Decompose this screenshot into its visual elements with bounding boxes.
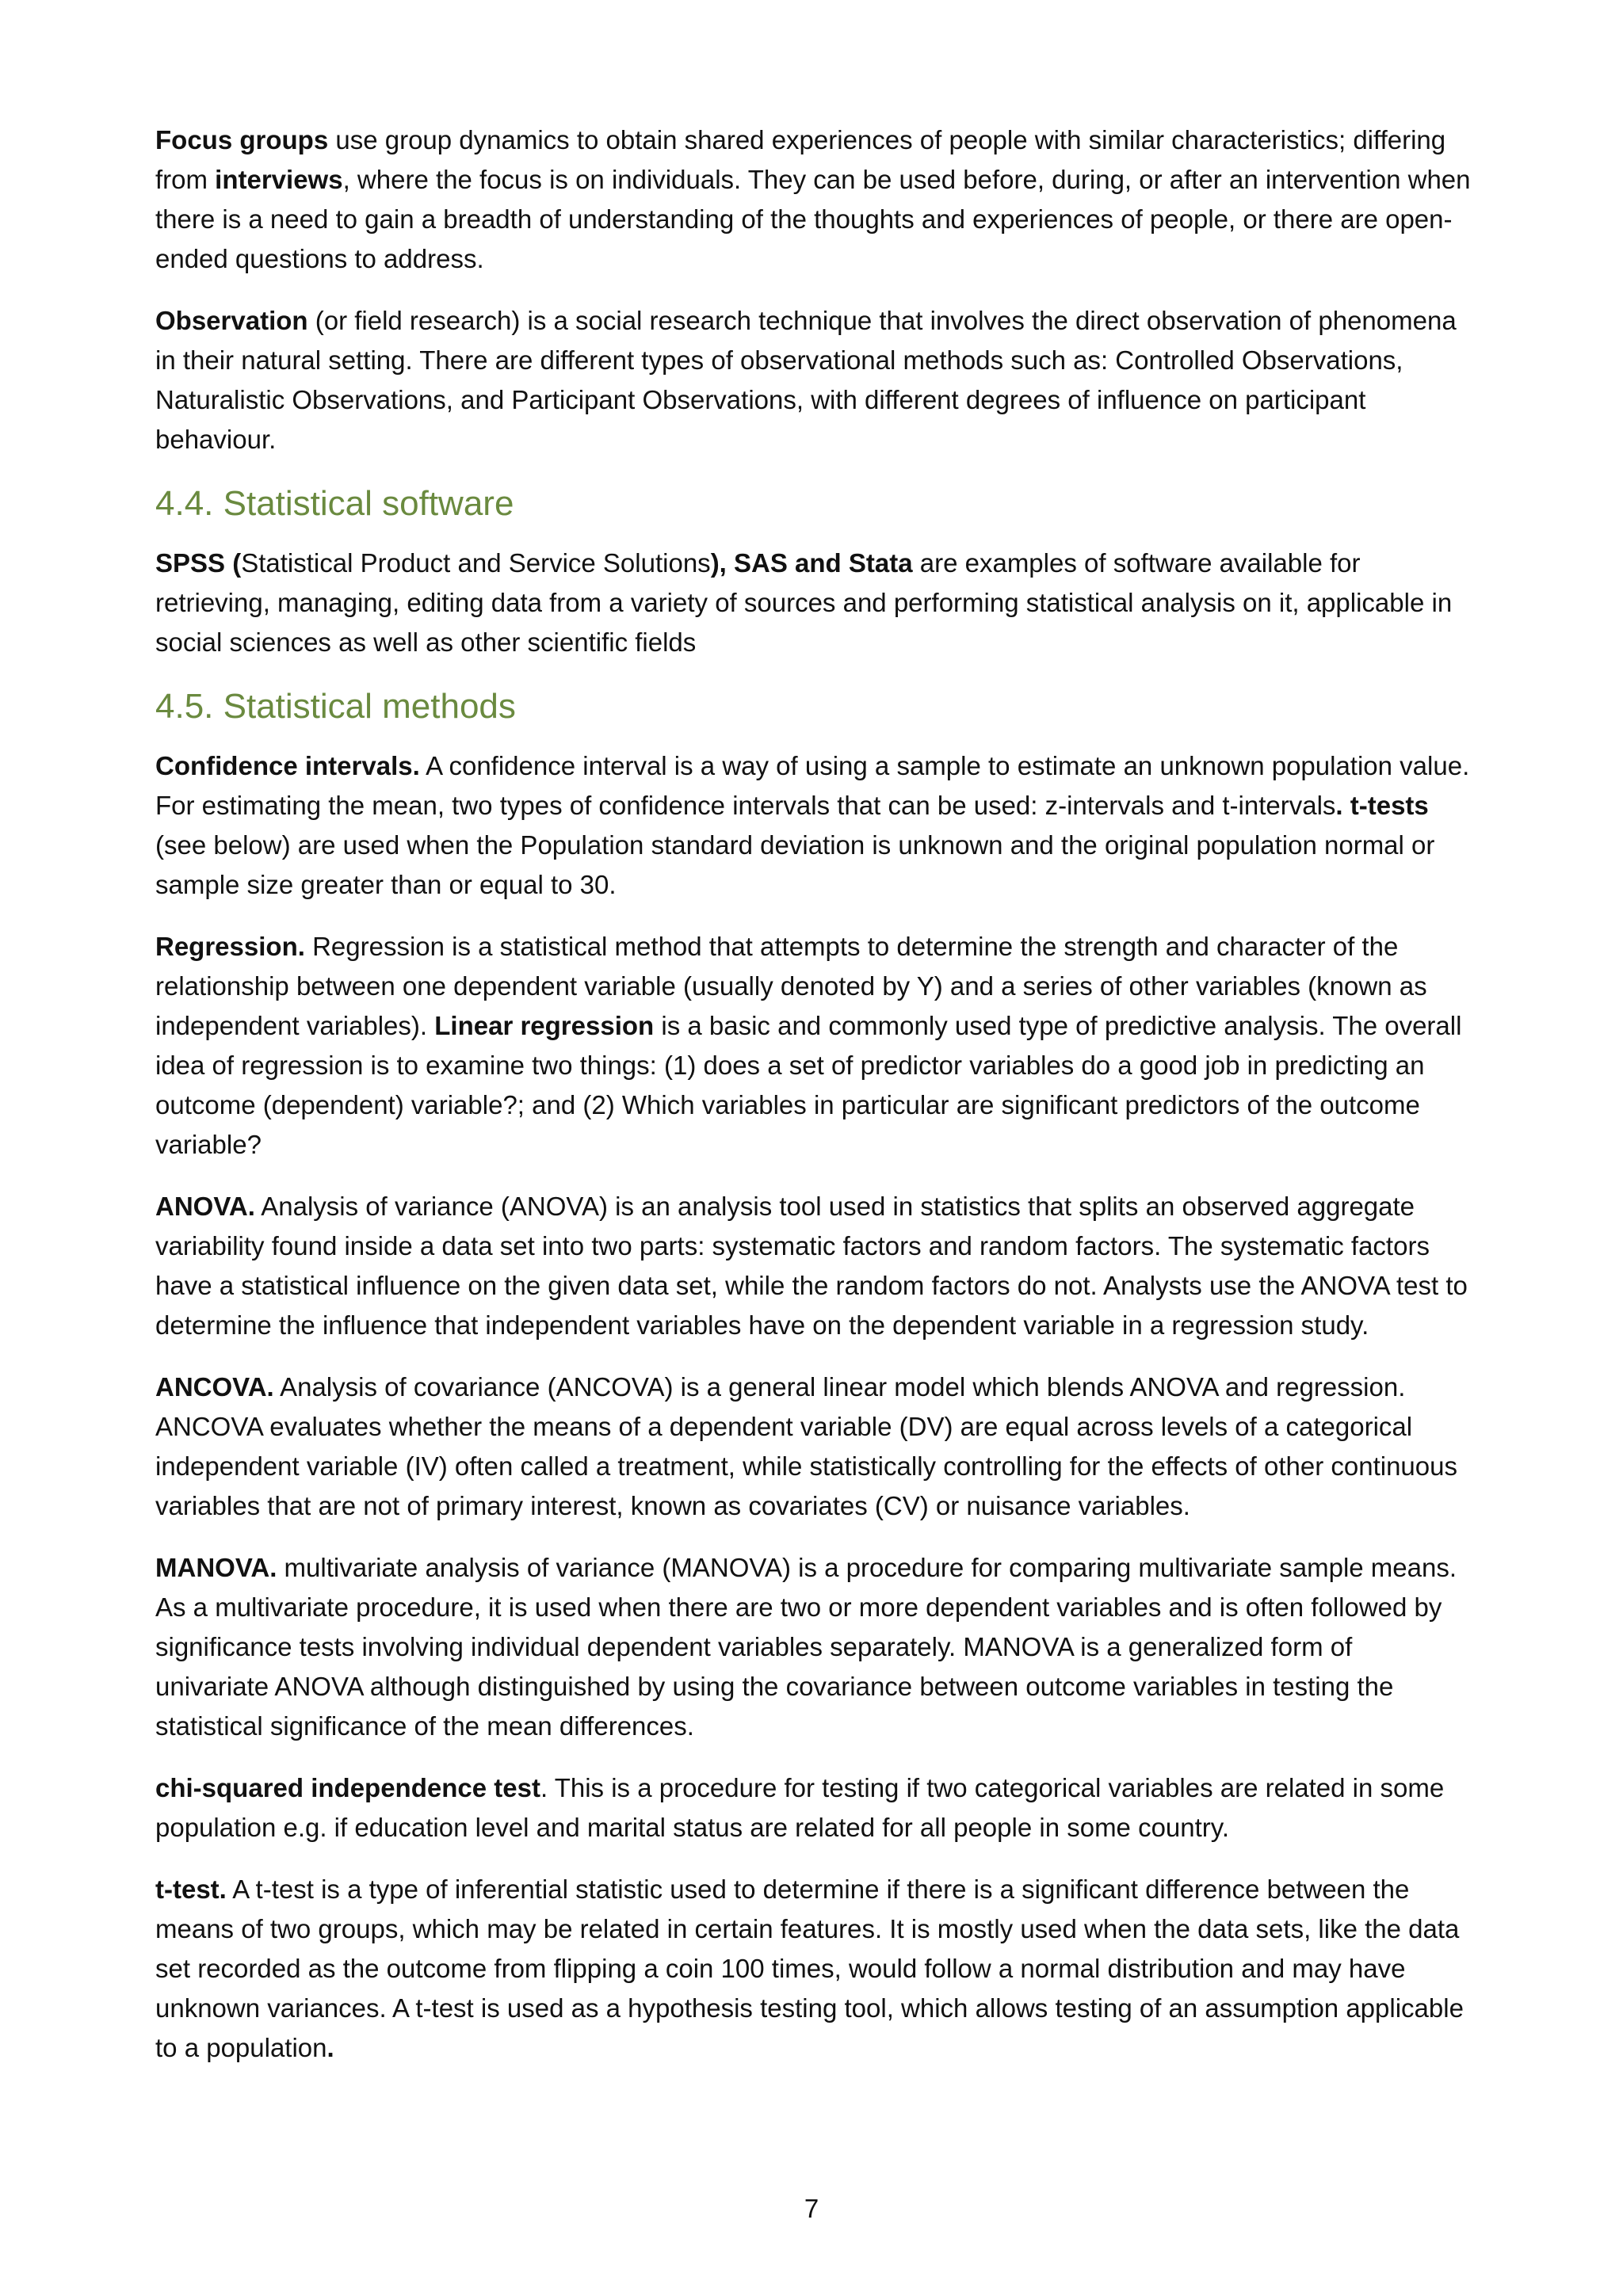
paragraph-focus-groups <box>155 120 1471 279</box>
observation-text: (or field research) is a social research technique that involves the direct observation of phenomena in their natural setting. There are different types of observational methods such as: Controlled Observations, Naturalistic Observations, and Participant Observations, with different degrees of influence on participant behaviour. <box>155 306 1457 454</box>
paragraph-ancova <box>155 1367 1471 1526</box>
paragraph-regression <box>155 927 1471 1165</box>
term-t-tests: . t-tests <box>1335 791 1429 820</box>
regression-text-2: is a basic and commonly used type of predictive analysis. The overall idea of regression is to examine two things: (1) does a set of predictor variables do a good job in predicting an outcome (dependent) variable?; and (2) Which variables in particular are significant predictors of the outcome variable? <box>155 1011 1462 1159</box>
term-sas-stata: ), SAS and Stata <box>710 548 913 578</box>
chi-squared-text: . This is a procedure for testing if two categorical variables are related in some population e.g. if education level and marital status are related for all people in some country. <box>155 1773 1445 1842</box>
confidence-text-2: (see below) are used when the Population standard deviation is unknown and the original population normal or sample size greater than or equal to 30. <box>155 830 1435 899</box>
spss-full-name: Statistical Product and Service Solutions <box>241 548 711 578</box>
term-observation: Observation <box>155 306 308 335</box>
regression-text-1: Regression is a statistical method that attempts to determine the strength and character of the relationship between one dependent variable (usually denoted by Y) and a series of other variables (known as independent variables). <box>155 932 1427 1040</box>
term-regression: Regression. <box>155 932 305 961</box>
term-ancova: ANCOVA. <box>155 1372 274 1402</box>
term-focus-groups: Focus groups <box>155 125 329 154</box>
anova-text: Analysis of variance (ANOVA) is an analysis tool used in statistics that splits an observed aggregate variability found inside a data set into two parts: systematic factors and random factors. The systematic factors have a statistical influence on the given data set, while the random factors do not. Analysts use the ANOVA test to determine the influence that independent variables have on the dependent variable in a regression study. <box>155 1192 1468 1340</box>
t-test-end-period: . <box>327 2033 334 2062</box>
paragraph-manova <box>155 1548 1471 1746</box>
focus-groups-text-2: , where the focus is on individuals. They can be used before, during, or after an intervention when there is a need to gain a breadth of understanding of the thoughts and experiences of people, or there are open-ended questions to address. <box>155 165 1471 273</box>
page-number: 7 <box>804 2194 819 2223</box>
ancova-text: Analysis of covariance (ANCOVA) is a general linear model which blends ANOVA and regression. ANCOVA evaluates whether the means of a dependent variable (DV) are equal across levels of a categorical independent variable (IV) often called a treatment, while statistically controlling for the effects of other continuous variables that are not of primary interest, known as covariates (CV) or nuisance variables. <box>155 1372 1457 1520</box>
term-spss: SPSS ( <box>155 548 242 578</box>
term-chi-squared: chi-squared independence test <box>155 1773 540 1802</box>
heading-statistical-software: 4.4. Statistical software <box>155 484 514 523</box>
heading-statistical-methods: 4.5. Statistical methods <box>155 687 516 726</box>
term-t-test: t-test. <box>155 1875 227 1904</box>
confidence-text-1: A confidence interval is a way of using a sample to estimate an unknown population value. For estimating the mean, two types of confidence intervals that can be used: z-intervals and t-intervals <box>155 751 1470 820</box>
term-manova: MANOVA. <box>155 1553 277 1582</box>
term-confidence-intervals: Confidence intervals. <box>155 751 420 780</box>
term-linear-regression: Linear regression <box>434 1011 655 1040</box>
term-interviews: interviews <box>215 165 343 194</box>
term-anova: ANOVA. <box>155 1192 255 1221</box>
paragraph-confidence-intervals <box>155 746 1471 905</box>
paragraph-t-test <box>155 1870 1471 2068</box>
paragraph-software <box>155 543 1471 662</box>
manova-text: multivariate analysis of variance (MANOVA) is a procedure for comparing multivariate sample means. As a multivariate procedure, it is used when there are two or more dependent variables and is often followed by significance tests involving individual dependent variables separately. MANOVA is a generalized form of univariate ANOVA although distinguished by using the covariance between outcome variables in testing the statistical significance of the mean differences. <box>155 1553 1457 1741</box>
paragraph-anova <box>155 1187 1471 1345</box>
paragraph-observation <box>155 301 1471 460</box>
focus-groups-text-1: use group dynamics to obtain shared experiences of people with similar characteristics; differing from <box>155 125 1446 194</box>
t-test-text: A t-test is a type of inferential statistic used to determine if there is a significant difference between the means of two groups, which may be related in certain features. It is mostly used when the data sets, like the data set recorded as the outcome from flipping a coin 100 times, would follow a normal distribution and may have unknown variances. A t-test is used as a hypothesis testing tool, which allows testing of an assumption applicable to a population <box>155 1875 1464 2062</box>
software-text: are examples of software available for retrieving, managing, editing data from a variety of sources and performing statistical analysis on it, applicable in social sciences as well as other scientific fields <box>155 548 1453 657</box>
paragraph-chi-squared <box>155 1768 1471 1848</box>
document-page <box>155 120 1471 2090</box>
